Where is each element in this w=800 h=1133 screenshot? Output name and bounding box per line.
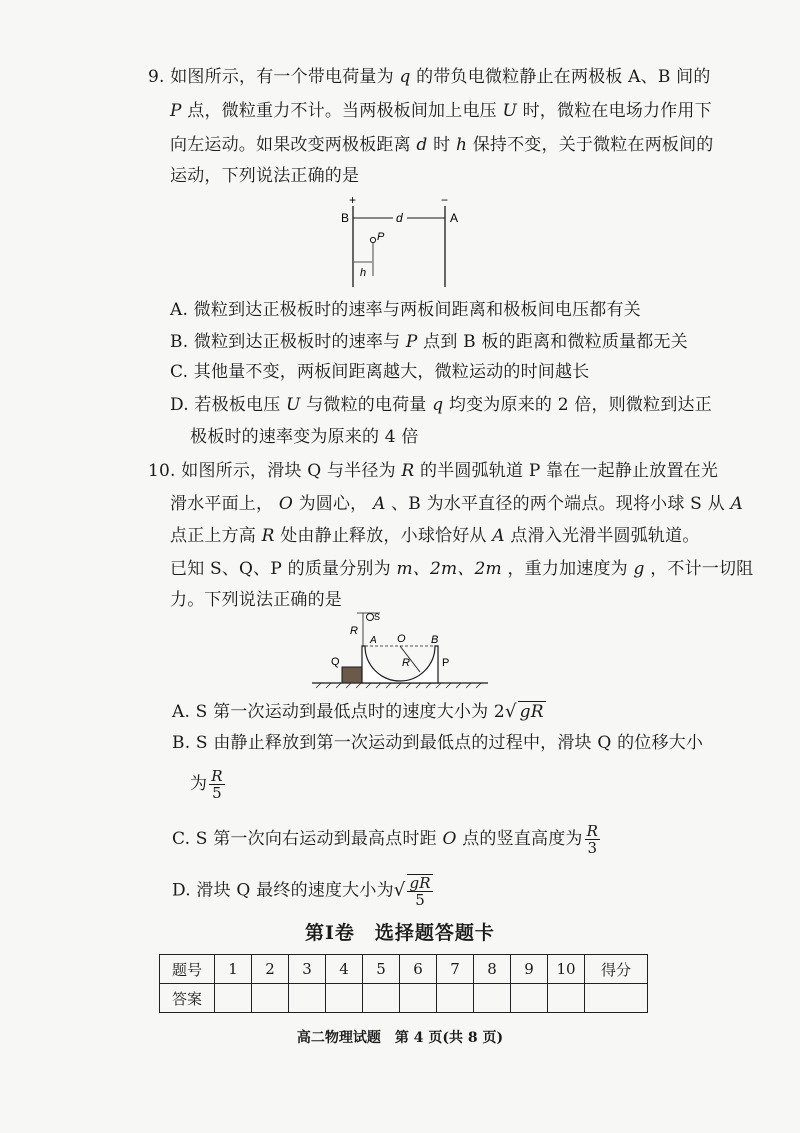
q10-line-5: 力。下列说法正确的是 (170, 590, 342, 610)
question-number-cell: 9 (511, 955, 548, 984)
fraction-r-over-5: $\frac{R}{5}$ (211, 767, 223, 802)
q10-ball-s (367, 614, 374, 621)
q10-label-q: Q (331, 656, 340, 668)
answer-card-table (159, 954, 648, 1013)
q9-line-3: 向左运动。如果改变两极板距离 d 时 h 保持不变，关于微粒在两板间的 (170, 135, 714, 155)
q10-option-c: C. S 第一次向右运动到最高点时距 O 点的竖直高度为 $\frac{R}{3}$ (172, 822, 599, 857)
q10-label-o: O (397, 633, 406, 645)
q9-option-b: B. 微粒到达正极板时的速率与 P 点到 B 板的距离和微粒质量都无关 (170, 332, 688, 352)
score-cell[interactable] (585, 984, 648, 1013)
q9-label-h: h (360, 267, 367, 279)
answer-card-row1-label: 题号 (160, 955, 215, 984)
question-number-cell: 2 (252, 955, 289, 984)
score-label-cell: 得分 (585, 955, 648, 984)
page-footer: 高二物理试题 第 4 页(共 8 页) (296, 1030, 504, 1046)
fraction-r-over-3: $\frac{R}{3}$ (586, 822, 599, 857)
q10-option-b-line-2: 为 $\frac{R}{5}$ (190, 767, 223, 802)
q9-plus-sign: + (349, 193, 357, 207)
q10-label-r: R (402, 657, 410, 669)
q10-label-a: A (370, 635, 377, 646)
q10-track-figure (310, 610, 490, 690)
q10-option-a: A. S 第一次运动到最低点时的速度大小为 2√ gR (172, 701, 544, 722)
question-number-cell: 3 (289, 955, 326, 984)
q9-option-a: A. 微粒到达正极板时的速率与两板间距离和极板间电压都有关 (170, 300, 641, 320)
answer-cell[interactable] (548, 984, 585, 1013)
q10-block-q (342, 667, 362, 683)
q9-option-c: C. 其他量不变，两板间距离越大，微粒运动的时间越长 (170, 362, 590, 382)
q9-option-d: D. 若极板电压 U 与微粒的电荷量 q 均变为原来的 2 倍，则微粒到达正 (170, 395, 712, 415)
answer-card-answer-row (160, 984, 648, 1013)
fraction-gr-over-5: $\frac{gR}{5}$ (409, 874, 431, 909)
answer-cell[interactable] (400, 984, 437, 1013)
q9-particle-p (370, 237, 375, 242)
answer-cell[interactable] (289, 984, 326, 1013)
q10-option-b: B. S 由静止释放到第一次运动到最低点的过程中，滑块 Q 的位移大小 (172, 733, 704, 753)
answer-cell[interactable] (252, 984, 289, 1013)
question-number-cell: 8 (474, 955, 511, 984)
answer-card-row2-label: 答案 (160, 984, 215, 1013)
q10-line-1: 10. 如图所示，滑块 Q 与半径为 R 的半圆弧轨道 P 靠在一起静止放置在光 (148, 461, 719, 481)
answer-cell[interactable] (363, 984, 400, 1013)
q9-label-d: d (396, 211, 403, 225)
q10-line-2: 滑水平面上， O 为圆心， A 、B 为水平直径的两个端点。现将小球 S 从 A (170, 494, 743, 514)
q10-line-3: 点正上方高 R 处由静止释放，小球恰好从 A 点滑入光滑半圆弧轨道。 (170, 526, 700, 546)
q9-label-a: A (450, 211, 459, 225)
q9-option-d-line-2: 极板时的速率变为原来的 4 倍 (190, 427, 419, 447)
q9-label-p: P (377, 231, 385, 243)
q10-label-p: P (442, 657, 450, 669)
question-number-cell: 6 (400, 955, 437, 984)
q9-minus-sign: − (441, 193, 449, 207)
question-number-cell: 7 (437, 955, 474, 984)
answer-cell[interactable] (511, 984, 548, 1013)
q10-label-s: S (374, 612, 381, 622)
q9-line-1: 9. 如图所示，有一个带电荷量为 q 的带负电微粒静止在两极板 A、B 间的 (148, 67, 711, 87)
q10-line-4: 已知 S、Q、P 的质量分别为 m、2m、2m ，重力加速度为 g ，不计一切阻 (170, 559, 754, 579)
q10-label-r-height: R (350, 625, 358, 637)
sqrt-sign-icon: √ (504, 701, 517, 722)
question-number-cell: 1 (215, 955, 252, 984)
q10-ground-hatch (316, 683, 481, 688)
sqrt-sign-icon: √ (393, 879, 406, 901)
question-number-cell: 4 (326, 955, 363, 984)
q9-line-2: P 点，微粒重力不计。当两极板间加上电压 U 时，微粒在电场力作用下 (170, 101, 712, 121)
question-number-cell: 10 (548, 955, 585, 984)
question-number-cell: 5 (363, 955, 400, 984)
q10-option-d: D. 滑块 Q 最终的速度大小为√ $\frac{gR}{5}$ (172, 874, 431, 909)
q9-label-b: B (341, 211, 350, 225)
answer-cell[interactable] (326, 984, 363, 1013)
q10-label-b: B (431, 634, 439, 646)
q10-track-p (362, 646, 438, 683)
answer-cell[interactable] (437, 984, 474, 1013)
q9-line-4: 运动，下列说法正确的是 (170, 166, 360, 186)
answer-card-number-row (160, 955, 648, 984)
answer-cell[interactable] (474, 984, 511, 1013)
answer-card-title: 第Ⅰ卷 选择题答题卡 (305, 922, 495, 944)
answer-cell[interactable] (215, 984, 252, 1013)
q9-capacitor-figure (335, 192, 475, 292)
